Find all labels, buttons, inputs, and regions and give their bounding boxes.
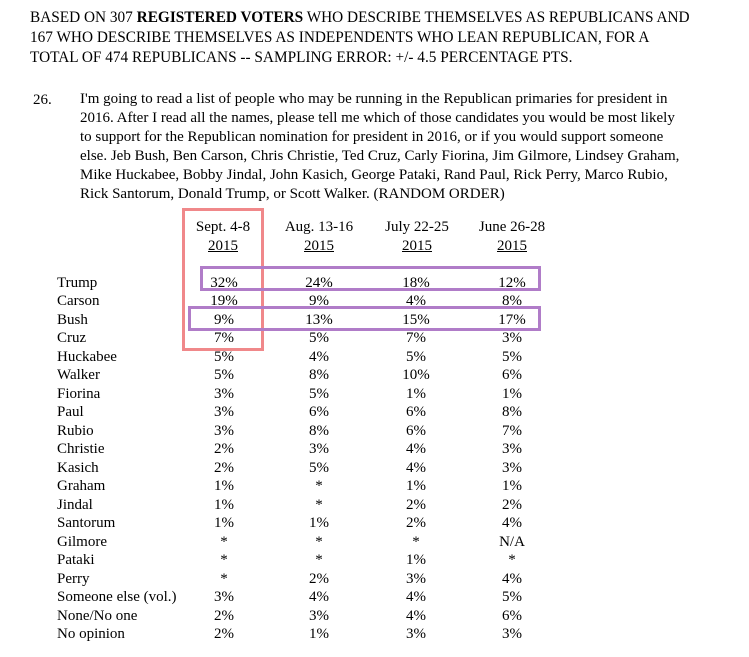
- highlight-box-trump-row: [200, 266, 541, 291]
- table-cell: 2%: [214, 441, 234, 457]
- table-cell: 8%: [502, 404, 522, 420]
- table-row: [57, 366, 617, 385]
- table-cell: 5%: [406, 348, 426, 365]
- column-date: Aug. 13-16: [284, 219, 354, 235]
- table-cell: 3%: [214, 422, 234, 439]
- table-cell: 4%: [406, 293, 426, 309]
- table-row: [57, 477, 617, 496]
- table-cell: 1%: [406, 552, 426, 568]
- table-cell: *: [220, 570, 228, 587]
- column-year: 2015: [208, 238, 238, 254]
- table-cell: 8%: [309, 367, 329, 383]
- table-row: [57, 496, 617, 515]
- table-cell: 1%: [214, 478, 234, 494]
- header-line-2: 167 WHO DESCRIBE THEMSELVES AS INDEPENDENTS WHO LEAN REPUBLICAN, FOR A: [30, 29, 650, 46]
- table-cell: 3%: [309, 441, 329, 457]
- table-row: [57, 329, 617, 348]
- table-cell: 5%: [309, 330, 329, 346]
- candidate-name: Paul: [57, 404, 84, 420]
- table-cell: *: [315, 496, 323, 513]
- table-row: [57, 514, 617, 533]
- table-row: [57, 440, 617, 459]
- table-cell: 6%: [502, 367, 522, 383]
- table-cell: 5%: [309, 385, 329, 402]
- candidate-name: Cruz: [57, 330, 87, 346]
- table-cell: 5%: [214, 348, 234, 365]
- question-line: I'm going to read a list of people who may be running in the Republican primaries for president in: [80, 91, 668, 107]
- table-row: [57, 625, 617, 644]
- table-cell: 3%: [502, 626, 522, 642]
- table-cell: 5%: [502, 589, 522, 605]
- table-cell: 8%: [309, 422, 329, 439]
- table-cell: 13%: [305, 311, 333, 328]
- table-cell: 19%: [210, 293, 238, 309]
- header-line-1-post: WHO DESCRIBE THEMSELVES AS REPUBLICANS AND: [303, 9, 690, 26]
- table-row: [57, 588, 617, 607]
- table-cell: 4%: [502, 570, 522, 587]
- table-cell: *: [220, 533, 228, 550]
- candidate-name: Santorum: [57, 515, 116, 531]
- table-row: [57, 422, 617, 441]
- question-line: 2016. After I read all the names, please tell me which of those candidates you would be most likely: [80, 110, 675, 126]
- table-cell: *: [315, 478, 323, 494]
- table-cell: 1%: [502, 385, 522, 402]
- table-cell: 18%: [402, 274, 430, 291]
- column-date: July 22-25: [385, 219, 449, 235]
- candidate-name: No opinion: [57, 626, 125, 642]
- table-cell: 2%: [214, 607, 234, 624]
- highlight-box-bush-row: [188, 306, 541, 331]
- candidate-name: Someone else (vol.): [57, 589, 177, 605]
- candidate-name: Fiorina: [57, 385, 101, 402]
- table-cell: 6%: [309, 404, 329, 420]
- candidate-name: Pataki: [57, 552, 95, 568]
- header-line-1: [30, 8, 730, 28]
- table-cell: 15%: [402, 311, 430, 328]
- header-line-3: TOTAL OF 474 REPUBLICANS -- SAMPLING ERROR: +/- 4.5 PERCENTAGE PTS.: [30, 49, 573, 66]
- table-cell: 3%: [214, 404, 234, 420]
- table-row: [57, 385, 617, 404]
- table-cell: *: [315, 533, 323, 550]
- table-row: [57, 459, 617, 478]
- question-line: to support for the Republican nomination for president in 2016, or if you would support someone: [80, 129, 664, 145]
- table-cell: *: [315, 552, 323, 568]
- table-row: [57, 607, 617, 626]
- table-cell: 4%: [406, 459, 426, 476]
- table-row: [57, 403, 617, 422]
- table-cell: 6%: [406, 422, 426, 439]
- table-row: [57, 348, 617, 367]
- table-cell: *: [220, 552, 228, 568]
- table-cell: 4%: [309, 348, 329, 365]
- table-cell: *: [508, 552, 516, 568]
- table-cell: 4%: [406, 607, 426, 624]
- table-cell: 32%: [210, 274, 238, 291]
- column-date: June 26-28: [478, 219, 546, 235]
- candidate-name: Perry: [57, 570, 90, 587]
- table-cell: 1%: [502, 478, 522, 494]
- poll-header: [30, 8, 730, 68]
- table-cell: 2%: [214, 626, 234, 642]
- candidate-name: Walker: [57, 367, 100, 383]
- candidate-name: Gilmore: [57, 533, 107, 550]
- table-cell: 10%: [402, 367, 430, 383]
- question-number: 26.: [33, 92, 52, 108]
- column-year: 2015: [402, 238, 432, 254]
- table-cell: 1%: [214, 515, 234, 531]
- question-line: else. Jeb Bush, Ben Carson, Chris Christie, Ted Cruz, Carly Fiorina, Jim Gilmore, Lindsey Graham,: [80, 148, 680, 164]
- table-cell: *: [412, 533, 420, 550]
- table-cell: 3%: [214, 385, 234, 402]
- column-header-june: [457, 218, 567, 256]
- table-cell: 3%: [406, 570, 426, 587]
- table-cell: 3%: [502, 330, 522, 346]
- table-cell: 17%: [498, 311, 526, 328]
- question-text: [80, 90, 730, 204]
- candidate-name: Kasich: [57, 459, 99, 476]
- table-cell: 6%: [502, 607, 522, 624]
- table-row: [57, 570, 617, 589]
- table-cell: 1%: [406, 385, 426, 402]
- table-cell: 3%: [406, 626, 426, 642]
- table-cell: 4%: [406, 589, 426, 605]
- table-cell: 4%: [502, 515, 522, 531]
- question-line: Mike Huckabee, Bobby Jindal, John Kasich, George Pataki, Rand Paul, Rick Perry, Marco Rubio,: [80, 167, 668, 183]
- table-cell: 5%: [309, 459, 329, 476]
- column-date: Sept. 4-8: [195, 219, 251, 235]
- candidate-name: None/No one: [57, 607, 138, 624]
- table-cell: 5%: [214, 367, 234, 383]
- candidate-name: Rubio: [57, 422, 94, 439]
- candidate-name: Graham: [57, 478, 106, 494]
- table-cell: 7%: [406, 330, 426, 346]
- table-cell: 9%: [214, 311, 234, 328]
- table-cell: 8%: [502, 293, 522, 309]
- column-year: 2015: [497, 238, 527, 254]
- table-cell: 1%: [309, 626, 329, 642]
- table-cell: 1%: [309, 515, 329, 531]
- table-cell: 7%: [502, 422, 522, 439]
- question-line: Rick Santorum, Donald Trump, or Scott Walker. (RANDOM ORDER): [80, 186, 505, 202]
- table-cell: 3%: [502, 459, 522, 476]
- table-cell: 3%: [214, 589, 234, 605]
- table-row: [57, 533, 617, 552]
- table-cell: 24%: [305, 274, 333, 291]
- table-cell: N/A: [499, 533, 525, 550]
- table-cell: 7%: [214, 330, 234, 346]
- table-cell: 3%: [309, 607, 329, 624]
- table-cell: 4%: [406, 441, 426, 457]
- table-cell: 3%: [502, 441, 522, 457]
- column-year: 2015: [304, 238, 334, 254]
- table-cell: 2%: [406, 515, 426, 531]
- candidate-name: Bush: [57, 311, 88, 328]
- header-bold-registered-voters: REGISTERED VOTERS: [136, 9, 304, 26]
- candidate-name: Carson: [57, 293, 100, 309]
- table-cell: 9%: [309, 293, 329, 309]
- header-line-1-pre: BASED ON 307: [30, 9, 137, 26]
- candidate-name: Trump: [57, 274, 98, 291]
- table-cell: 4%: [309, 589, 329, 605]
- table-cell: 12%: [498, 274, 526, 291]
- table-cell: 2%: [309, 570, 329, 587]
- table-cell: 2%: [406, 496, 426, 513]
- candidate-name: Huckabee: [57, 348, 117, 365]
- table-cell: 6%: [406, 404, 426, 420]
- table-cell: 2%: [214, 459, 234, 476]
- table-cell: 1%: [406, 478, 426, 494]
- column-header-aug: [264, 218, 374, 256]
- table-cell: 1%: [214, 496, 234, 513]
- table-row: [57, 551, 617, 570]
- column-header-july: [362, 218, 472, 256]
- candidate-name: Jindal: [57, 496, 93, 513]
- table-cell: 2%: [502, 496, 522, 513]
- table-cell: 5%: [502, 348, 522, 365]
- candidate-name: Christie: [57, 441, 105, 457]
